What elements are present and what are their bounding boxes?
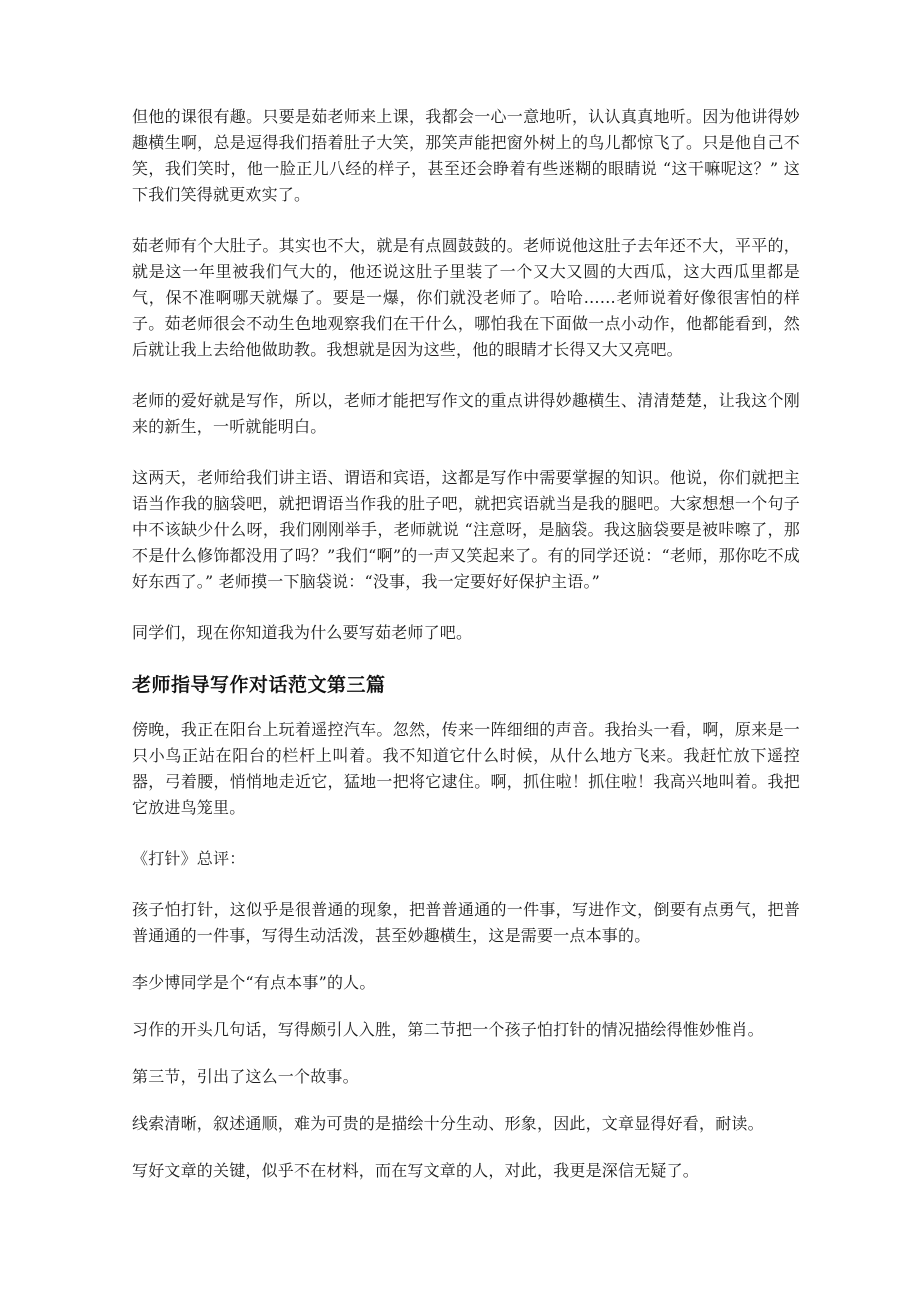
paragraph-big-belly: 茹老师有个大肚子。其实也不大，就是有点圆鼓鼓的。老师说他这肚子去年还不大，平平的，就是这一年里被我们气大的，他还说这肚子里装了一个又大又圆的大西瓜，这大西瓜里都是气，保不准啊哪天就爆了。要是一爆，你们就没老师了。哈哈……老师说着好像很害怕的样子。茹老师很会不动生色地观察我们在干什么，哪怕我在下面做一点小动作，他都能看到，然后就让我上去给他做助教。我想就是因为这些，他的眼睛才长得又大又亮吧。	[132, 236, 800, 359]
paragraph-hobby-writing: 老师的爱好就是写作，所以，老师才能把写作文的重点讲得妙趣横生、清清楚楚，让我这个刚来的新生，一听就能明白。	[132, 391, 800, 436]
paragraph-class-is-fun: 但他的课很有趣。只要是茹老师来上课，我都会一心一意地听，认认真真地听。因为他讲得妙趣横生啊，总是逗得我们捂着肚子大笑，那笑声能把窗外树上的鸟儿都惊飞了。只是他自己不笑，我们笑时，他一脸正儿八经的样子，甚至还会睁着有些迷糊的眼睛说 “这干嘛呢这？” 这下我们笑得就更欢实了。	[132, 107, 800, 204]
paragraph-review-student: 李少博同学是个“有点本事”的人。	[132, 973, 376, 992]
paragraph-review-third-section: 第三节，引出了这么一个故事。	[132, 1067, 359, 1086]
document-page	[132, 104, 800, 1205]
paragraph-conclusion: 同学们，现在你知道我为什么要写茹老师了吧。	[132, 623, 473, 642]
paragraph-review-key: 写好文章的关键，似乎不在材料，而在写文章的人，对此，我更是深信无疑了。	[132, 1161, 700, 1180]
paragraph-review-intro: 孩子怕打针，这似乎是很普通的现象，把普普通通的一件事，写进作文，倒要有点勇气，把普普通通的一件事，写得生动活泼，甚至妙趣横生，这是需要一点本事的。	[132, 900, 800, 945]
paragraph-review-title: 《打针》总评：	[132, 849, 246, 868]
paragraph-review-clarity: 线索清晰，叙述通顺，难为可贵的是描绘十分生动、形象，因此，文章显得好看，耐读。	[132, 1114, 764, 1133]
section-heading: 老师指导写作对话范文第三篇	[132, 674, 386, 696]
paragraph-grammar-lesson: 这两天，老师给我们讲主语、谓语和宾语，这都是写作中需要掌握的知识。他说，你们就把主语当作我的脑袋吧，就把谓语当作我的肚子吧，就把宾语就当是我的腿吧。大家想想一个句子中不该缺少什么呀，我们刚刚举手，老师就说 “注意呀，是脑袋。我这脑袋要是被咔嚓了，那不是什么修饰都没用了吗？”我们“啊”的一声又笑起来了。有的同学还说：“老师，那你吃不成好东西了。” 老师摸一下脑袋说：“没事，我一定要好好保护主语。”	[132, 468, 800, 591]
paragraph-catching-bird: 傍晚，我正在阳台上玩着遥控汽车。忽然，传来一阵细细的声音。我抬头一看，啊，原来是一只小鸟正站在阳台的栏杆上叫着。我不知道它什么时候，从什么地方飞来。我赶忙放下遥控器，弓着腰，悄悄地走近它，猛地一把将它逮住。啊，抓住啦！抓住啦！我高兴地叫着。我把它放进鸟笼里。	[132, 720, 800, 817]
paragraph-review-opening: 习作的开头几句话，写得颇引人入胜，第二节把一个孩子怕打针的情况描绘得惟妙惟肖。	[132, 1020, 764, 1039]
